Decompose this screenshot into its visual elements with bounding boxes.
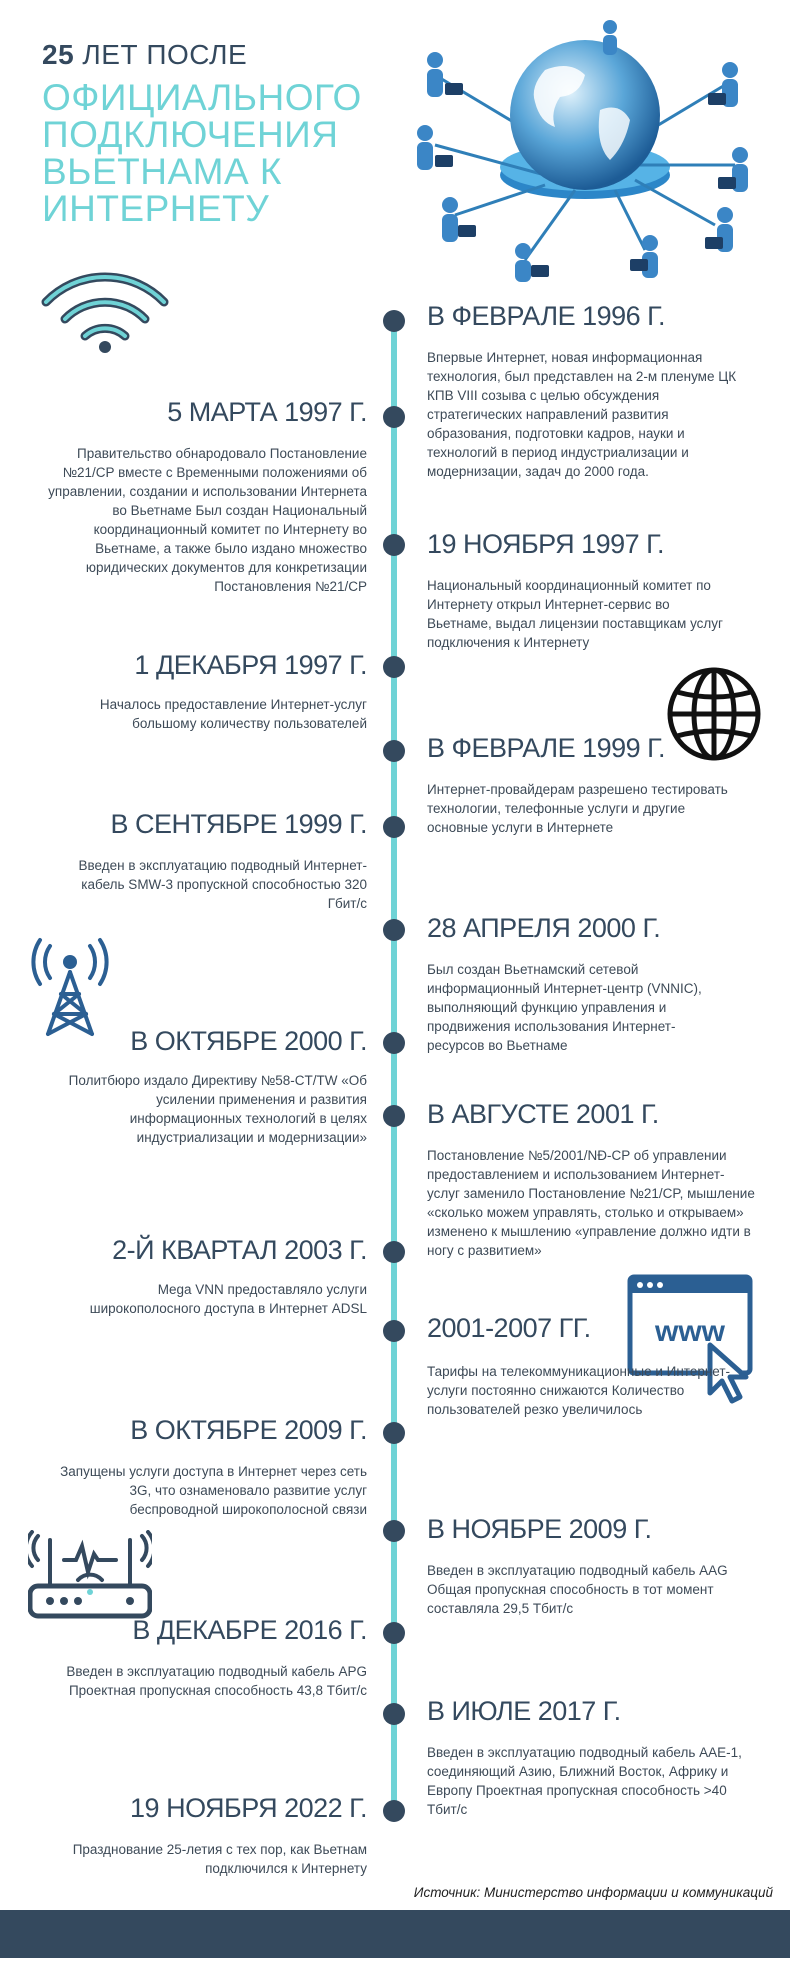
event-date: В ФЕВРАЛЕ 1999 Г. <box>427 733 665 763</box>
timeline-dot <box>383 1320 405 1342</box>
event-date: 5 МАРТА 1997 Г. <box>167 397 367 427</box>
radio-tower-icon <box>28 932 112 1037</box>
timeline-dot <box>383 740 405 762</box>
timeline-dot <box>383 1800 405 1822</box>
timeline-dot <box>383 1032 405 1054</box>
timeline-event <box>427 302 757 481</box>
timeline-event <box>427 734 757 837</box>
event-text: Национальный координационный комитет по Интернету открыл Интернет-сервис во Вьетнаме, выдал лицензии поставщикам услуг подключения к Интернету <box>427 577 723 650</box>
event-text: Празднование 25-летия с тех пор, как Вьетнам подключился к Интернету <box>72 1841 367 1876</box>
event-text: Политбюро издало Директиву №58-CT/TW «Об усилении применения и развития информационных технологий в целях индустриализации и модернизации» <box>68 1072 367 1145</box>
timeline-event <box>32 1027 367 1147</box>
timeline-dot <box>383 534 405 556</box>
timeline-event <box>37 1236 367 1318</box>
timeline-event <box>37 651 367 733</box>
timeline-dot <box>383 919 405 941</box>
event-text: Был создан Вьетнамский сетевой информационный Интернет-центр (VNNIC), выполняющий функцию управления и продвижения использования Интернет-ресурсов во Вьетнаме <box>427 961 702 1053</box>
event-text: Введен в эксплуатацию подводный Интернет-кабель SMW-3 пропускной способностью 320 Гбит/с <box>78 857 367 911</box>
timeline-event <box>37 1416 367 1519</box>
event-text: Впервые Интернет, новая информационная технология, был представлен на 2-м пленуме ЦК КПВ VIII созыва с целью обсуждения стратегических направлений развития образования, подготовки кадров, науки и технологий в период индустриализации и модернизации, задач до 2000 года. <box>427 349 737 479</box>
title-highlight: ОФИЦИАЛЬНОГО ПОДКЛЮЧЕНИЯ ВЬЕТНАМА К ИНТЕРНЕТУ <box>42 76 362 229</box>
event-text: Запущены услуги доступа в Интернет через сеть 3G, что ознаменовало развитие услуг беспроводной широкополосной связи <box>60 1463 367 1517</box>
timeline-event <box>22 398 367 596</box>
event-text: Введен в эксплуатацию подводный кабель APG Проектная пропускная способность 43,8 Тбит/с <box>66 1663 367 1698</box>
event-date: В ИЮЛЕ 2017 Г. <box>427 1696 621 1726</box>
event-date: В СЕНТЯБРЕ 1999 Г. <box>110 809 367 839</box>
event-text: Началось предоставление Интернет-услуг большому количеству пользователей <box>99 696 367 731</box>
event-date: 2-Й КВАРТАЛ 2003 Г. <box>112 1235 367 1265</box>
event-date: В ФЕВРАЛЕ 1996 Г. <box>427 301 665 331</box>
timeline-dot <box>383 1520 405 1542</box>
timeline-event <box>37 1616 367 1700</box>
event-date: 1 ДЕКАБРЯ 1997 Г. <box>134 650 367 680</box>
page-title <box>42 40 412 227</box>
event-date: 19 НОЯБРЯ 1997 Г. <box>427 529 664 559</box>
event-date: В АВГУСТЕ 2001 Г. <box>427 1099 659 1129</box>
router-icon <box>28 1530 152 1622</box>
timeline-dot <box>383 1703 405 1725</box>
title-line-1: 25 ЛЕТ ПОСЛЕ <box>42 39 248 70</box>
timeline-dot <box>383 1105 405 1127</box>
timeline-event <box>427 1515 757 1618</box>
timeline-dot <box>383 1241 405 1263</box>
timeline-event <box>427 914 757 1055</box>
timeline-dot <box>383 1622 405 1644</box>
timeline-event <box>427 1100 757 1260</box>
event-text: Введен в эксплуатацию подводный кабель AAG Общая пропускная способность в тот момент составляла 29,5 Тбит/с <box>427 1562 728 1616</box>
event-date: 2001-2007 ГГ. <box>427 1313 591 1343</box>
timeline-event <box>427 1314 757 1419</box>
event-text: Введен в эксплуатацию подводный кабель AAE-1, соединяющий Азию, Ближний Восток, Африку и Европу Проектная пропускная способность >40 Тбит/с <box>427 1744 742 1817</box>
event-date: 19 НОЯБРЯ 2022 Г. <box>130 1793 367 1823</box>
svg-text:www: www <box>654 1315 726 1348</box>
timeline-dot <box>383 310 405 332</box>
event-date: В ДЕКАБРЕ 2016 Г. <box>132 1615 367 1645</box>
event-text: Интернет-провайдерам разрешено тестировать технологии, телефонные услуги и другие основные услуги в Интернете <box>427 781 728 835</box>
wifi-icon <box>40 262 170 354</box>
timeline-dot <box>383 816 405 838</box>
event-text: Mega VNN предоставляло услуги широкополосного доступа в Интернет ADSL <box>89 1281 367 1316</box>
timeline-dot <box>383 1422 405 1444</box>
event-date: В ОКТЯБРЕ 2009 Г. <box>130 1415 367 1445</box>
event-date: В НОЯБРЕ 2009 Г. <box>427 1514 652 1544</box>
timeline-dot <box>383 406 405 428</box>
timeline-event <box>427 1697 757 1819</box>
timeline-event <box>37 1794 367 1878</box>
event-date: В ОКТЯБРЕ 2000 Г. <box>130 1026 367 1056</box>
timeline-event <box>427 530 757 652</box>
timeline-event <box>37 810 367 913</box>
globe-network-icon <box>395 15 775 285</box>
source-credit: Источник: Министерство информации и коммуникаций <box>413 1885 773 1900</box>
timeline-dot <box>383 656 405 678</box>
event-text: Правительство обнародовало Постановление №21/CP вместе с Временными положениями об управлении, создании и использовании Интернета во Вьетнаме Был создан Национальный координационный комитет по Интернету во Вьетнаме, а также было издано множество юридических документов для конкретизации Постановления №21/CP <box>48 445 367 594</box>
footer-bar <box>0 1910 790 1958</box>
event-date: 28 АПРЕЛЯ 2000 Г. <box>427 913 661 943</box>
event-text: Тарифы на телекоммуникационные и Интернет-услуги постоянно снижаются Количество пользователей резко увеличилось <box>427 1363 731 1417</box>
event-text: Постановление №5/2001/NĐ-CP об управлении предоставлением и использованием Интернет-услуг заменило Постановление №21/CP, мышление «сколько можем управлять, столько и открываем» изменено к мышлению «управление должно идти в ногу с развитием» <box>427 1147 755 1258</box>
